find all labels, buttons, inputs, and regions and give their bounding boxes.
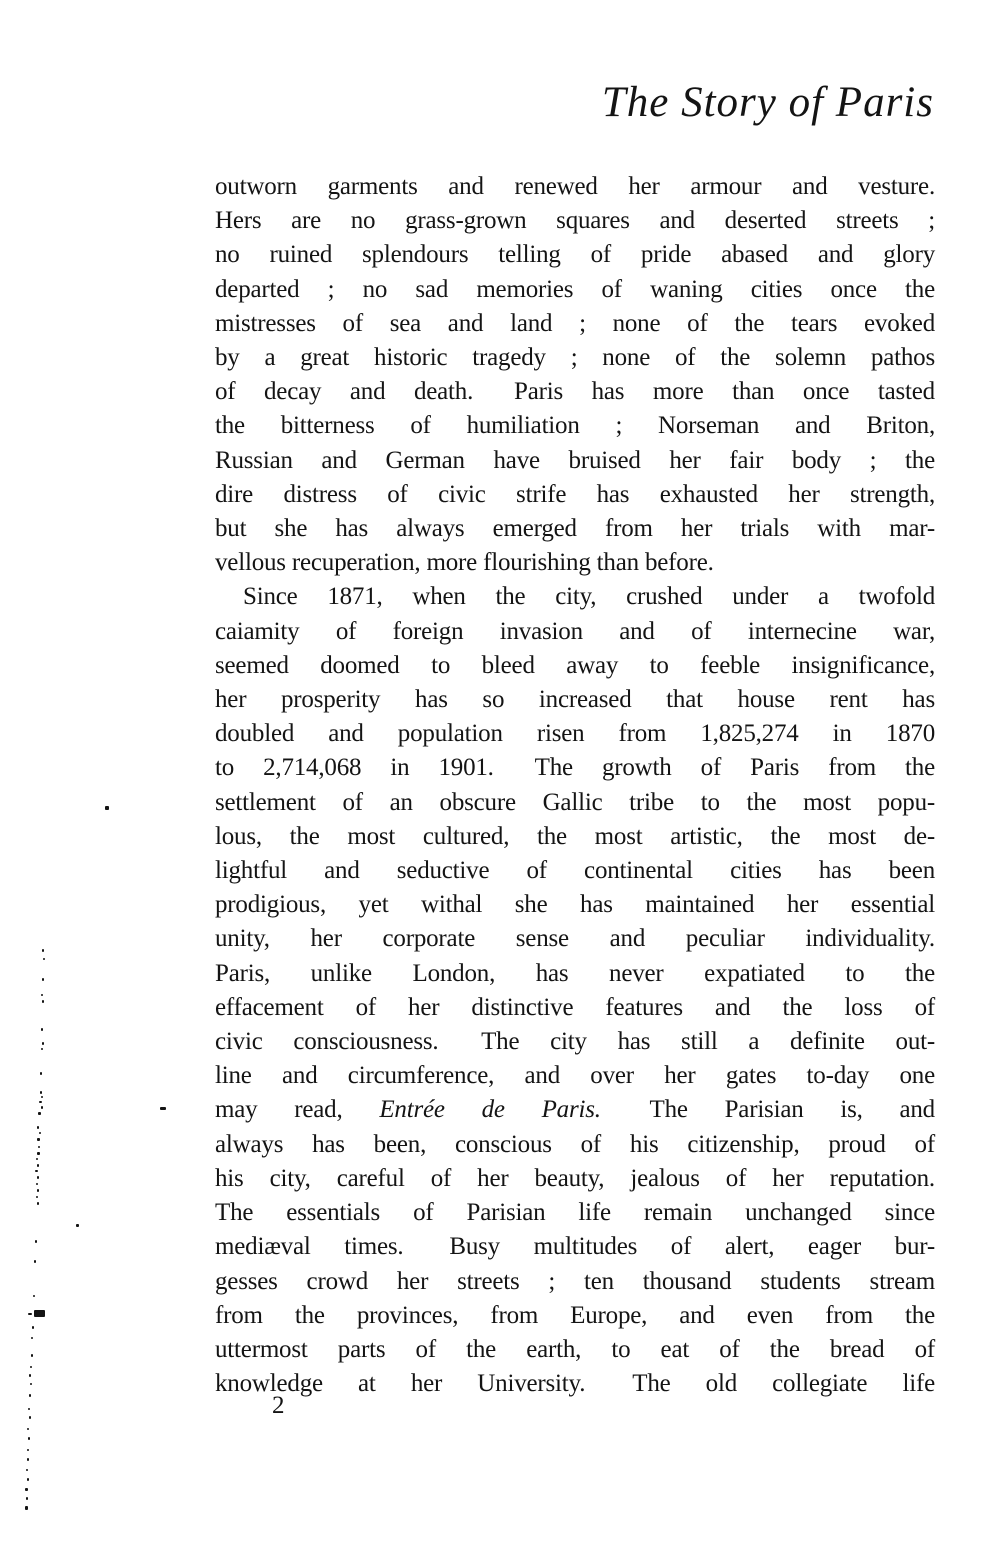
scan-speck [42,978,44,981]
text-segment: caiamity of foreign invasion and of internecine war, [215,617,935,645]
scan-speck [37,1202,39,1205]
scan-speck [31,1337,33,1339]
scan-speck [37,1138,40,1141]
scan-speck [30,1366,32,1368]
scan-speck [37,1189,39,1192]
text-segment: from the provinces, from Europe, and even from the [215,1301,935,1329]
text-line [215,1162,935,1196]
scan-speck [39,1101,42,1103]
text-segment: lous, the most cultured, the most artistic, the most de- [215,822,935,850]
scan-speck [41,994,43,996]
scan-speck [37,1126,39,1129]
scan-speck [40,1072,42,1075]
text-segment: vellous recuperation, more flourishing than before. [215,549,714,577]
scan-speck [28,1437,30,1440]
scan-speck [76,1224,79,1227]
text-line [215,820,935,854]
text-line [215,717,935,751]
text-segment: gesses crowd her streets ; ten thousand students stream [215,1267,935,1295]
text-segment: departed ; no sad memories of waning cities once the [215,275,935,303]
text-segment: mistresses of sea and land ; none of the tears evoked [215,309,935,337]
scan-speck [27,1478,29,1481]
scan-speck [29,1416,31,1419]
text-segment: Russian and German have bruised her fair body ; the [215,446,935,474]
scan-speck [36,1196,38,1198]
scan-speck [105,806,109,810]
text-segment: Paris, unlike London, has never expatiated to the [215,959,935,987]
text-line [215,512,935,546]
scan-speck [25,1506,28,1510]
page-title: The Story of Paris [601,79,934,126]
scan-speck [37,1164,39,1167]
text-line [215,991,935,1025]
scan-speck [27,1428,29,1430]
text-line [215,854,935,888]
text-line [215,1265,935,1299]
scan-speck [27,1458,29,1461]
scan-speck [26,1469,28,1471]
text-segment: Since 1871, when the city, crushed under a twofold [243,583,935,611]
text-line [215,1093,935,1127]
text-segment: no ruined splendours telling of pride abased and glory [215,241,935,269]
text-segment: unity, her corporate sense and peculiar individuality. [215,925,935,953]
text-line [215,238,935,272]
scan-speck [28,1408,30,1410]
text-line [215,888,935,922]
text-line [215,1333,935,1367]
scan-speck [29,1374,31,1377]
scan-speck [38,1146,40,1148]
text-line [215,1059,935,1093]
text-segment: line and circumference, and over her gates to-day one [215,1062,935,1090]
scan-speck [36,1158,38,1160]
text-segment: dire distress of civic strife has exhausted her strength, [215,480,935,508]
text-line [215,375,935,409]
text-line [215,580,935,614]
text-segment: by a great historic tragedy ; none of the solemn pathos [215,344,935,372]
scan-speck [28,1313,32,1315]
text-segment: civic consciousness. The city has still a definite out- [215,1028,935,1056]
text-line [215,409,935,443]
scan-speck [43,958,45,960]
scan-speck [37,1176,39,1179]
text-line [215,478,935,512]
text-segment: to 2,714,068 in 1901. The growth of Paris from the [215,754,935,782]
scan-speck [33,1295,35,1297]
scan-speck [41,1048,43,1050]
text-segment: lightful and seductive of continental cities has been [215,857,935,885]
text-line [215,1025,935,1059]
italic-phrase: Entrée de Paris. [379,1096,601,1124]
text-segment: his city, careful of her beauty, jealous of her reputation. [215,1164,935,1192]
text-segment: Hers are no grass-grown squares and deserted streets ; [215,207,935,235]
scan-speck [29,1394,31,1397]
text-line [215,957,935,991]
text-segment: mediæval times. Busy multitudes of alert, eager bur- [215,1233,935,1261]
text-segment: of decay and death. Paris has more than once tasted [215,378,935,406]
text-line [215,1230,935,1264]
text-segment: outworn garments and renewed her armour and vesture. [215,173,935,200]
text-line [215,786,935,820]
text-segment: The essentials of Parisian life remain unchanged since [215,1199,935,1227]
text-line [215,649,935,683]
text-segment: seemed doomed to bleed away to feeble insignificance, [215,651,935,679]
running-header [602,78,934,127]
scan-speck [38,1112,41,1115]
scan-speck [36,1183,38,1185]
text-line [215,1299,935,1333]
text-line [215,1367,935,1401]
text-line [215,307,935,341]
text-line [215,273,935,307]
text-line [215,615,935,649]
text-segment: effacement of her distinctive features and the loss of [215,993,935,1021]
text-segment: doubled and population risen from 1,825,274 in 1870 [215,720,935,748]
text-line [215,922,935,956]
text-segment: prodigious, yet withal she has maintained her essential [215,891,935,919]
scan-speck [34,1260,36,1263]
text-line [215,170,935,204]
text-segment: may read, [215,1096,380,1124]
body-text [215,170,935,1401]
scan-speck [160,1107,166,1110]
scan-speck [31,1354,33,1357]
text-line [215,683,935,717]
scan-speck [41,1106,43,1109]
text-segment: uttermost parts of the earth, to eat of the bread of [215,1335,935,1363]
scan-speck [37,1152,40,1155]
scan-speck [42,949,44,952]
text-segment: always has been, conscious of his citizenship, proud of [215,1130,935,1158]
scan-speck [30,1383,32,1385]
scan-speck [39,1132,41,1134]
scan-speck [42,1042,44,1045]
scan-speck [32,1326,34,1329]
text-segment: her prosperity has so increased that house rent has [215,686,935,714]
text-line [215,1196,935,1230]
text-segment: but she has always emerged from her trials with mar- [215,515,935,543]
text-line [215,1128,935,1162]
scan-speck [27,1449,29,1451]
scan-speck [40,1091,42,1094]
scan-speck [35,1240,37,1243]
scan-speck [26,1497,28,1500]
scan-speck [35,1170,38,1172]
text-line [215,444,935,478]
text-segment: knowledge at her University. The old collegiate life [215,1370,935,1398]
scan-speck [41,1096,43,1098]
text-segment: The Parisian is, and [600,1096,935,1124]
text-segment: settlement of an obscure Gallic tribe to the most popu- [215,788,935,816]
text-segment: the bitterness of humiliation ; Norseman and Briton, [215,412,935,440]
page-number: 2 [272,1392,285,1419]
text-line [215,546,935,580]
text-line [215,204,935,238]
scan-speck [41,1028,43,1031]
scan-speck [25,1488,28,1491]
text-line [215,341,935,375]
scan-speck [42,1000,44,1003]
scan-speck [34,1310,45,1317]
text-line [215,751,935,785]
